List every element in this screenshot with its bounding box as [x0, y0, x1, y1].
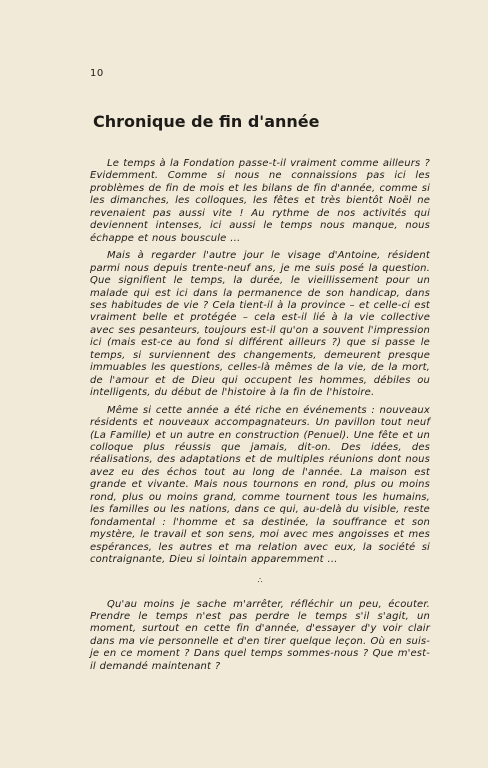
- paragraph-1: Le temps à la Fondation passe-t-il vraiment comme ailleurs ? Evidemment. Comme si nous ne connaissions pas ici les problèmes de fin de mois et les bilans de fin d'année, comme si les dimanches, les colloques, les fêtes et très bientôt Noël ne revenaient pas aussi vite ! Au rythme de nos activités qui deviennent intenses, ici aussi le temps nous manque, nous échappe et nous bouscule ...: [90, 158, 430, 244]
- page-number: 10: [90, 68, 104, 79]
- article-body: [90, 158, 430, 678]
- paragraph-2: Mais à regarder l'autre jour le visage d'Antoine, résident parmi nous depuis trente-neuf ans, je me suis posé la question. Que signifient le temps, la durée, le vieillissement pour un malade qui est ici dans la permanence de son handicap, dans ses habitudes de vie ? Cela tient-il à la province – et celle-ci est vraiment belle et protégée – cela est-il lié à la vie collective avec ses pesanteurs, toujours est-il qu'on a souvent l'impression ici (mais est-ce au fond si différent ailleurs ?) que si passe le temps, si surviennent des changements, demeurent presque immuables les questions, celles-là mêmes de la vie, de la mort, de l'amour et de Dieu qui occupent les hommes, débiles ou intelligents, du début de l'histoire à la fin de l'histoire.: [90, 250, 430, 399]
- closing-paragraph: Qu'au moins je sache m'arrêter, réfléchir un peu, écouter. Prendre le temps n'est pas perdre le temps s'il s'agit, un moment, surtout en cette fin d'année, d'essayer d'y voir clair dans ma vie personnelle et d'en tirer quelque leçon. Où en suis-je en ce moment ? Dans quel temps sommes-nous ? Que m'est-il demandé maintenant ?: [90, 598, 430, 672]
- article-title: Chronique de fin d'année: [93, 112, 320, 131]
- section-separator: ∴: [257, 575, 263, 585]
- paragraph-3: Même si cette année a été riche en événements : nouveaux résidents et nouveaux accompagnateurs. Un pavillon tout neuf (La Famille) et un autre en construction (Penuel). Une fête et un colloque plus réussis que jamais, dit-on. Des idées, des réalisations, des adaptations et de multiples réunions dont nous avez eu des échos tout au long de l'année. La maison est grande et vivante. Mais nous tournons en rond, plus ou moins rond, plus ou moins grand, comme tournent tous les humains, les familles ou les nations, dans ce qui, au-delà du visible, reste fondamental : l'homme et sa destinée, la souffrance et son mystère, le travail et son sens, moi avec mes angoisses et mes espérances, les autres et ma relation avec eux, la société si contraignante, Dieu si lointain apparemment ...: [90, 404, 430, 566]
